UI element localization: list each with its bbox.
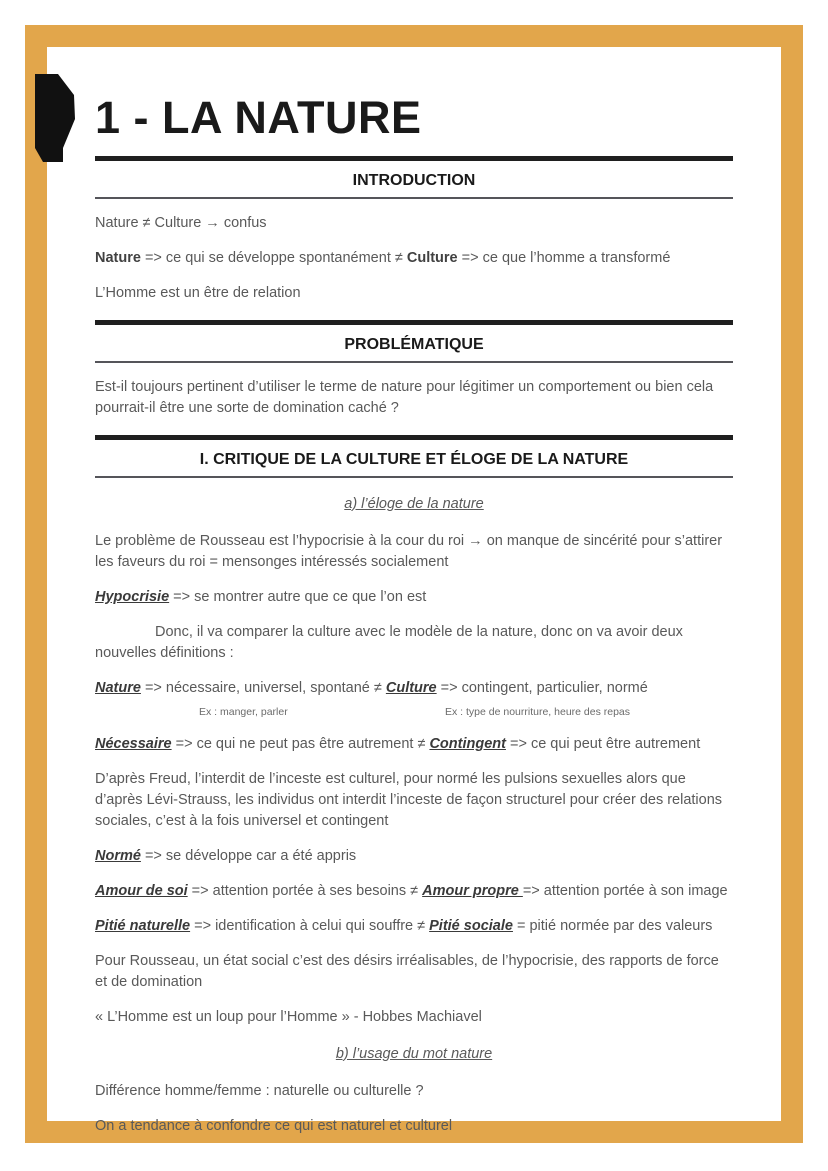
section [95, 156, 733, 304]
term-text: Culture [385, 679, 437, 696]
section [95, 320, 733, 419]
example-caption: Ex : type de nourriture, heure des repas [445, 705, 631, 718]
subsection-heading: a) l’éloge de la nature [344, 495, 484, 512]
paragraph [95, 734, 733, 755]
text-segment: => identification à celui qui souffre ≠ [190, 917, 430, 934]
page-content [47, 47, 781, 1151]
term-text: Contingent [429, 735, 506, 752]
paragraph [95, 531, 733, 573]
paragraph [95, 769, 733, 832]
text-segment: => se montrer autre que ce que l’on est [169, 588, 427, 605]
term-text: Amour de soi [95, 882, 188, 899]
text-segment: Pour Rousseau, un état social c’est des désirs irréalisables, de l’hypocrisie, des rapports de force et de domination [95, 952, 719, 990]
title-underline [95, 156, 733, 161]
text-segment: => nécessaire, universel, spontané ≠ [140, 679, 386, 696]
paragraph [95, 377, 733, 419]
heading-underline [95, 361, 733, 363]
text-segment: => se développe car a été appris [140, 847, 357, 864]
text-segment: D’après Freud, l’interdit de l’inceste est culturel, pour normé les pulsions sexuelles alors que d’après Lévi-Strauss, les individus ont interdit l’inceste de façon structurel pour créer des relations sociales, c’est à la fois universel et contingent [95, 770, 723, 829]
subsection-heading: b) l’usage du mot nature [335, 1045, 493, 1062]
text-segment: L’Homme est un être de relation [95, 284, 301, 301]
text-segment: => attention portée à ses besoins ≠ [187, 882, 423, 899]
text-segment: « L’Homme est un loup pour l’Homme » - Hobbes Machiavel [95, 1008, 482, 1025]
term-text: Nécessaire [95, 735, 172, 752]
term-text: Pitié naturelle [95, 917, 191, 934]
paragraph [95, 1007, 733, 1028]
text-segment: Donc, il va comparer la culture avec le modèle de la nature, donc on va avoir deux nouvelles définitions : [95, 623, 683, 661]
section [95, 435, 733, 1137]
text-segment: Nature ≠ Culture → confus [95, 214, 267, 231]
text-segment: => contingent, particulier, normé [436, 679, 648, 696]
paragraph [95, 1116, 733, 1137]
paragraph [95, 881, 733, 902]
text-segment: Est-il toujours pertinent d’utiliser le terme de nature pour légitimer un comportement ou bien cela pourrait-il être une sorte de domination caché ? [95, 378, 714, 416]
term-text: Amour propre [422, 882, 523, 899]
paragraph [95, 846, 733, 867]
section-heading: INTRODUCTION [352, 171, 476, 189]
text-segment: Différence homme/femme : naturelle ou culturelle ? [95, 1082, 424, 1099]
term-text: Pitié sociale [429, 917, 513, 934]
text-segment: => attention portée à son image [522, 882, 728, 899]
heading-underline [95, 476, 733, 478]
paragraph [95, 678, 733, 699]
text-segment: => ce qui ne peut pas être autrement ≠ [171, 735, 430, 752]
sections-container [95, 156, 733, 1137]
paragraph [95, 916, 733, 937]
term-text: Nature [95, 679, 141, 696]
section-divider [95, 435, 733, 440]
page-title: 1 - LA NATURE [95, 92, 422, 143]
paragraph [95, 213, 733, 234]
section-heading: PROBLÉMATIQUE [344, 335, 484, 353]
text-segment: => ce qui peut être autrement [505, 735, 701, 752]
example-caption: Ex : manger, parler [199, 705, 288, 718]
text-segment: On a tendance à confondre ce qui est naturel et culturel [95, 1117, 453, 1134]
text-segment: Nature [95, 249, 141, 266]
text-segment: Le problème de Rousseau est l’hypocrisie à la cour du roi → on manque de sincérité pour s’attirer les faveurs du roi = mensonges intéressés socialement [95, 532, 723, 570]
text-segment: Culture [406, 249, 458, 266]
term-text: Normé [95, 847, 141, 864]
heading-underline [95, 197, 733, 199]
paragraph [95, 951, 733, 993]
paragraph [95, 587, 733, 608]
paragraph [95, 1081, 733, 1102]
text-segment: => ce qui se développe spontanément ≠ [140, 249, 407, 266]
paragraph [95, 283, 733, 304]
term-text: Hypocrisie [95, 588, 170, 605]
paragraph [95, 248, 733, 269]
text-segment: = pitié normée par des valeurs [512, 917, 713, 934]
text-segment: => ce que l’homme a transformé [457, 249, 671, 266]
example-captions [95, 706, 733, 720]
section-heading: I. CRITIQUE DE LA CULTURE ET ÉLOGE DE LA NATURE [199, 450, 629, 468]
section-divider [95, 320, 733, 325]
paragraph [95, 622, 733, 664]
